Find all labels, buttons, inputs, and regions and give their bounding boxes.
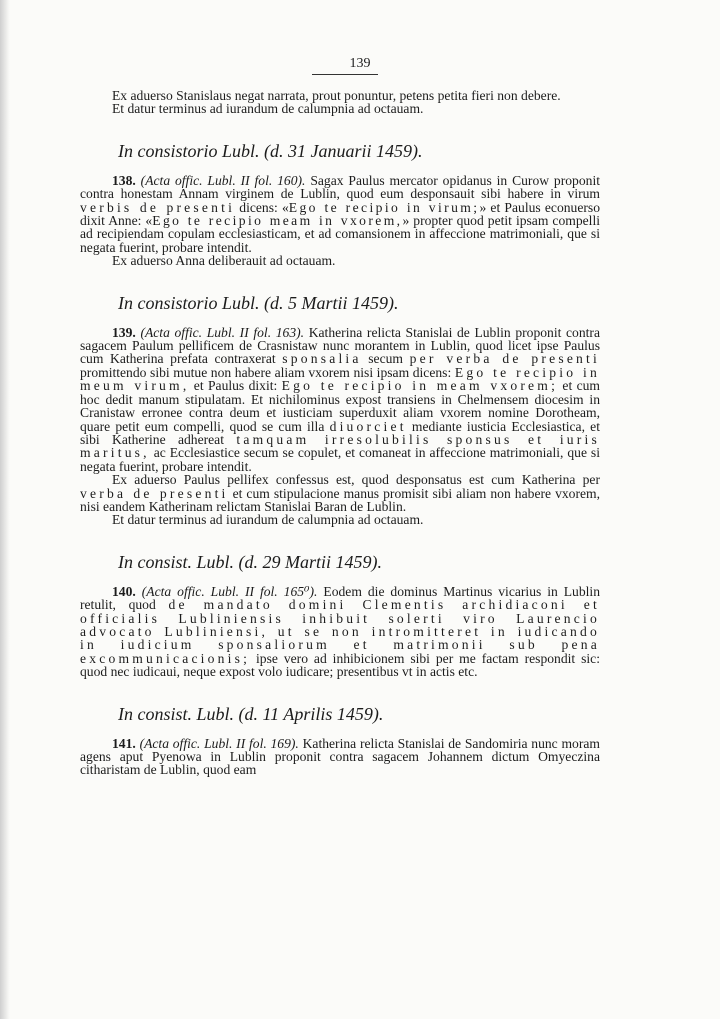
page-number-rule [312, 74, 378, 75]
page-gutter-shadow [0, 0, 10, 1019]
entry-139-paragraph [80, 326, 600, 473]
source-reference: (Acta offic. Lubl. II fol. 163). [140, 324, 305, 340]
spaced-text: tamquam irresolubilis sponsus et iuris maritus, [80, 431, 600, 461]
entry-text: Katherina relicta Stanislai de Sandomiria nunc moram agens aput Pyenowa in Lublin proponit contra sagacem Johannem dictum Omyeczina citharistam de Lublin, quod eam [80, 735, 600, 778]
spaced-text: per verba de presenti [409, 351, 600, 367]
entry-141-paragraph [80, 737, 600, 777]
spaced-text: Ego te recipio in virum; [288, 199, 480, 215]
entry-text: ipse vero ad inhibicionem sibi per me factam respondit sic: quod nec iudicaui, neque expost volo iudicare; presentibus vt in actis etc. [80, 650, 600, 680]
entry-text: mediante iusticia Ecclesiastica, et sibi Katherine adhereat [80, 418, 600, 447]
entry-text: et cum stipulacione manus promisit sibi aliam non habere vxorem, nisi eandem Katherinam relictam Stanislai Baran de Lublin. [80, 485, 600, 514]
entry-text: promittendo sibi mutue non habere aliam vxorem nisi ipsam dicens: [80, 364, 452, 380]
entry-text: ac Ecclesiastice secum se copulet, et comaneat in affeccione matrimoniali, que si negata fuerint, probare intendit. [80, 445, 600, 474]
entry-text: » propter quod petit ipsam compelli ad recipiendam copulam ecclesiasticam, et ad comansionem in affeccione matrimoniali, que si negata fuerint, probare intendit. [80, 213, 600, 255]
heading-entry-140: In consist. Lubl. (d. 29 Martii 1459). [118, 551, 382, 572]
entry-number: 138. [112, 172, 136, 188]
heading-entry-139: In consistorio Lubl. (d. 5 Martii 1459). [118, 292, 399, 313]
entry-138-response: Ex aduerso Anna deliberauit ad octauam. [112, 253, 336, 269]
spaced-text: Ego te recipio in meum virum, [80, 364, 600, 394]
entry-140-paragraph [80, 585, 600, 679]
page-number: 139 [349, 56, 371, 71]
document-body [80, 89, 600, 777]
source-reference: (Acta offic. Lubl. II fol. 165⁰). [141, 583, 318, 599]
entry-number: 141. [112, 735, 136, 751]
entry-text: et cum hoc dedit manum stipulatam. Et nichilominus expost transiens in Chelmensem diocesim in Cranistaw erronee contra deum et iusticiam superduxit aliam vxorem nomine Dorotheam, quare petit eum compelli, quod se cum illa [80, 378, 601, 434]
spaced-text: sponsalia [282, 351, 362, 367]
entry-text: Ex aduerso Paulus pellifex confessus est, quod desponsatus est cum Katherina per [112, 472, 600, 488]
paragraph-term-calumpnia: Et datur terminus ad iurandum de calumpnia ad octauam. [112, 101, 424, 117]
heading-entry-141: In consist. Lubl. (d. 11 Aprilis 1459). [118, 703, 384, 724]
entry-text: Sagax Paulus mercator opidanus in Curow proponit contra honestam Annam virginem de Lublin, quod eum desponsauit sibi habere in virum [80, 172, 600, 202]
spaced-text: verba de presenti [80, 485, 229, 501]
heading-entry-138: In consistorio Lubl. (d. 31 Januarii 1459). [118, 140, 423, 161]
source-reference: (Acta offic. Lubl. II fol. 169). [139, 735, 299, 751]
spaced-text: Ego te recipio in meam vxorem; [281, 378, 559, 394]
entry-text: dicens: « [239, 199, 289, 215]
entry-139-term: Et datur terminus ad iurandum de calumpnia ad octauam. [112, 512, 424, 528]
entry-138-paragraph [80, 174, 600, 254]
source-reference: (Acta offic. Lubl. II fol. 160). [140, 172, 306, 188]
paragraph-stanislaus-response: Ex aduerso Stanislaus negat narrata, prout ponuntur, petens petita fieri non debere. [112, 88, 561, 103]
entry-139-response [80, 473, 600, 513]
spaced-text: verbis de presenti [80, 199, 236, 215]
entry-text: » et Paulus econuerso dixit Anne: « [80, 199, 600, 229]
entry-text: secum [368, 351, 403, 367]
entry-number: 139. [112, 324, 136, 340]
spaced-text: de mandato domini Clementis archidiaconi et officialis Lubliniensis inhibuit solerti viro Laurencio advocato Lubliniensi, ut se non intromitteret in iudicando in iudicium sponsaliorum et matrimonii sub pena excommunicacionis; [80, 597, 600, 666]
spaced-text: Ego te recipio meam in vxorem, [152, 213, 403, 229]
entry-number: 140. [112, 583, 136, 599]
spaced-text: diuorciet [329, 418, 407, 434]
entry-text: Katherina relicta Stanislai de Lublin proponit contra sagacem Paulum pellificem de Crasnistaw nunc morantem in Lublin, quod licet ipse Paulus cum Katherina prefata contraxerat [80, 324, 600, 367]
entry-text: Eodem die dominus Martinus vicarius in Lublin retulit, quod [80, 583, 601, 613]
entry-text: et Paulus dixit: [193, 378, 278, 394]
